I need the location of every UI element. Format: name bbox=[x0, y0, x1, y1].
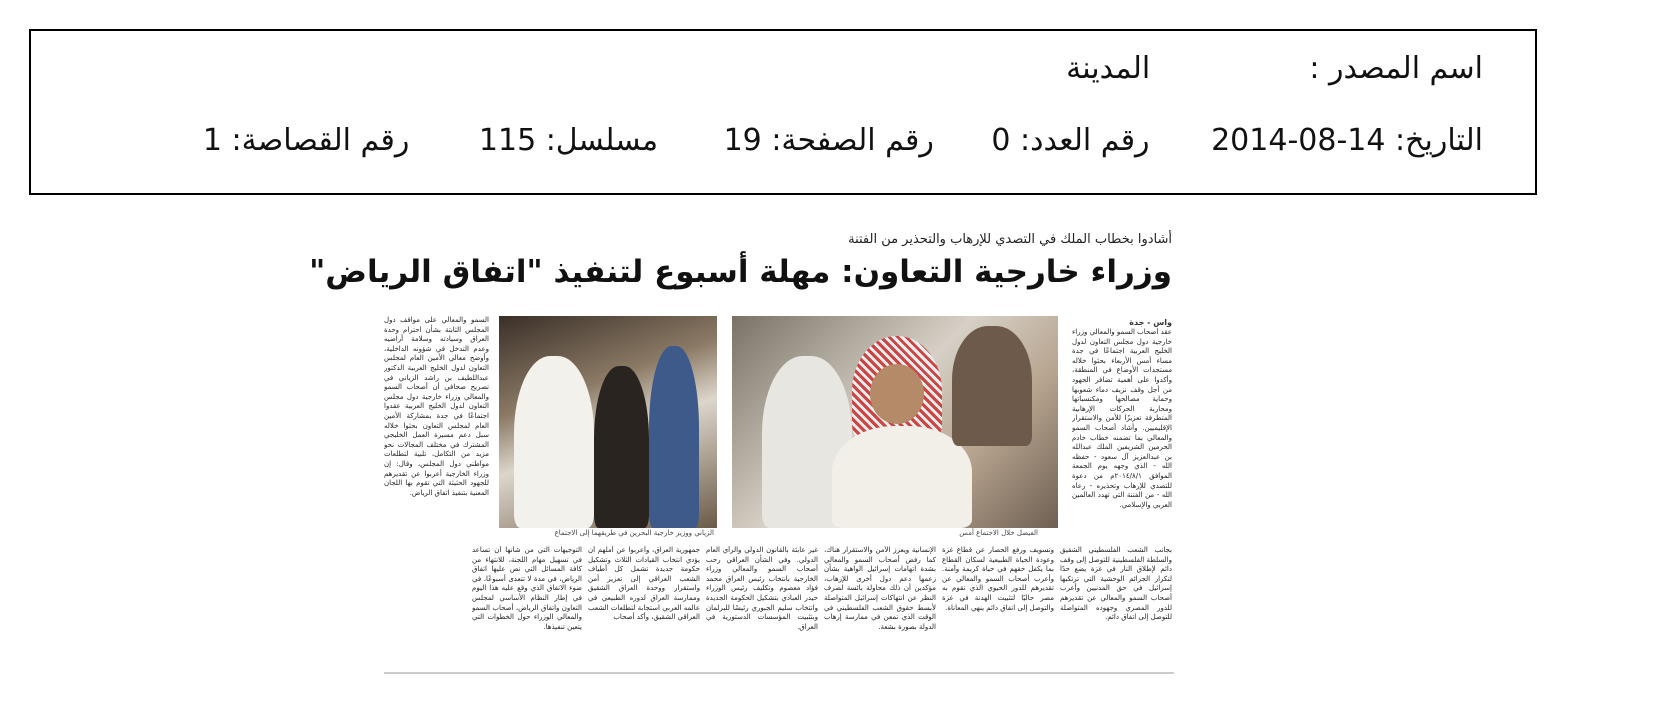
article-lower-column-6: التوجيهات التي من شأنها أن تساعد في تسهيل مهام اللجنة، للانتهاء من كافة المسائل التي نص عليها اتفاق الرياض، في مدة لا تتعدى أسبوعًا، في ضوء الاتفاق الذي وقع عليه هذا اليوم في إطار النظام الأساسي لمجلس التعاون واتفاق الرياض، أصحاب السمو والمعالي الوزراء حول الخطوات التي يتعين تنفيذها. bbox=[472, 546, 582, 631]
serial-field: مسلسل: 115 bbox=[478, 123, 659, 158]
article-lower-column-3: الإنسانية ويعزز الأمن والاستقرار هناك، كما رفض أصحاب السمو والمعالي بشدة اتهامات إسرائيل الواهية بشأن زعمها دعم دول أخرى للإرهاب، مؤكدين أن ذلك محاولة بائسة لصرف النظر عن انتهاكات إسرائيل المتواصلة لأبسط حقوق الشعب الفلسطيني في الوقت الذي تمعن في ممارسة إرهاب الدولة بصورة بشعة. bbox=[824, 546, 936, 631]
photo-meeting bbox=[732, 316, 1058, 528]
article-lower-column-4: غير عابئة بالقانون الدولي والرأي العام الدولي. وفي الشأن العراقي رحب أصحاب السمو والمعالي وزراء الخارجية بانتخاب رئيس العراق محمد فؤاد معصوم وتكليف رئيس الوزراء حيدر العبادي بتشكيل الحكومة الجديدة وانتخاب سليم الجبوري رئيسًا للبرلمان وبتثبيت المؤسسات الدستورية في العراق. bbox=[706, 546, 818, 631]
details-line bbox=[203, 123, 1483, 158]
article-column-right: عقد أصحاب السمو والمعالي وزراء خارجية دول مجلس التعاون لدول الخليج العربية اجتماعًا في جدة مساء أمس الأربعاء بحثوا خلاله مستجدات الأوضاع في المنطقة، وأكدوا على أهمية تضافر الجهود من أجل وقف نزيف دماء شعوبها وحماية مصالحها ومكتسباتها ومحاربة الحركات الإرهابية المتطرفة تعزيزًا للأمن والاستقرار الإقليميين. وأشاد أصحاب السمو والمعالي بما تضمنه خطاب خادم الحرمين الشريفين الملك عبدالله بن عبدالعزيز آل سعود - حفظه الله - الذي وجهه يوم الجمعة الموافق ٢٠١٤/٨/١م من دعوة للتصدي للإرهاب وتحذيره - رعاه الله - من الفتنة التي تهدد العالمين العربي والإسلامي. bbox=[1072, 328, 1172, 509]
article-lower-column-2: وتسويف ورفع الحصار عن قطاع غزة وعودة الحياة الطبيعية لسكان القطاع بما يكفل حقهم في حياة كريمة وآمنة. وأعرب أصحاب السمو والمعالي عن تقديرهم للدور الحيوي الذي تقوم به مصر حاليًا لتثبيت الهدنة في غزة والتوصل إلى اتفاق دائم ينهي المعاناة. bbox=[942, 546, 1054, 612]
newspaper-clipping bbox=[309, 228, 1180, 676]
photo-caption-right: الفيصل خلال الاجتماع أمس bbox=[959, 529, 1038, 537]
figure-center-robe bbox=[832, 426, 972, 528]
photo-caption-left: الزياني ووزير خارجية البحرين في طريقهما إلى الاجتماع bbox=[554, 529, 714, 537]
source-line bbox=[1066, 51, 1483, 86]
figure-robe-white bbox=[514, 356, 594, 528]
article-lower-column-1: بجانب الشعب الفلسطيني الشقيق والسلطة الفلسطينية للتوصل إلى وقف دائم لإطلاق النار في غزة يضع حدًا لتكرار الجرائم الوحشية التي ترتكبها إسرائيل في حق المدنيين وأعرب أصحاب السمو والمعالي عن تقديرهم للدور المصري وجهوده المتواصلة للتوصل إلى اتفاق دائم. bbox=[1060, 546, 1172, 622]
source-value: المدينة bbox=[1066, 51, 1151, 86]
source-label: اسم المصدر : bbox=[1309, 51, 1483, 86]
issue-field: رقم العدد: 0 bbox=[991, 123, 1150, 158]
article-byline: واس - جدة bbox=[1129, 318, 1172, 327]
date-field: التاريخ: 14-08-2014 bbox=[1211, 123, 1483, 158]
clip-number-field: رقم القصاصة: 1 bbox=[202, 123, 410, 158]
figure-guard bbox=[649, 346, 699, 528]
page-field: رقم الصفحة: 19 bbox=[723, 123, 934, 158]
source-info-box bbox=[29, 29, 1537, 195]
figure-right bbox=[952, 326, 1032, 446]
page-rule bbox=[384, 672, 1174, 674]
photo-arrival bbox=[499, 316, 717, 528]
figure-robe-dark bbox=[594, 366, 649, 528]
figure-center-face bbox=[870, 364, 924, 424]
article-column-left: السمو والمعالي على مواقف دول المجلس الثابتة بشأن احترام وحدة العراق وسيادته وسلامة أراضيه وعدم التدخل في شؤونه الداخلية، وأوضح معالي الأمين العام لمجلس التعاون لدول الخليج العربية الدكتور عبداللطيف بن راشد الزياني في تصريح صحافي أن أصحاب السمو والمعالي وزراء خارجية دول مجلس التعاون لدول الخليج العربية عقدوا اجتماعًا في جدة بمشاركة الأمين العام لمجلس التعاون بحثوا خلاله سبل دعم مسيرة العمل الخليجي المشترك في مختلف المجالات نحو مزيد من التكامل، تلبية لتطلعات مواطني دول المجلس، وقال: إن وزراء الخارجية أعربوا عن تقديرهم للجهود الحثيثة التي تقوم بها اللجان المعنية بتنفيذ اتفاق الرياض. bbox=[384, 316, 489, 497]
article-headline: وزراء خارجية التعاون: مهلة أسبوع لتنفيذ "اتفاق الرياض" bbox=[309, 254, 1172, 290]
article-kicker: أشادوا بخطاب الملك في التصدي للإرهاب والتحذير من الفتنة bbox=[848, 232, 1172, 247]
article-lower-column-5: جمهورية العراق، وأعربوا عن أملهم أن يؤدي انتخاب القيادات الثلاث وتشكيل حكومة جديدة تشمل كل أطياف الشعب العراقي إلى تعزيز أمن واستقرار ووحدة العراق الشقيق وممارسة العراق لدوره الطبيعي في عالمه العربي استجابة لتطلعات الشعب العراقي الشقيق، وأكد أصحاب bbox=[588, 546, 700, 622]
